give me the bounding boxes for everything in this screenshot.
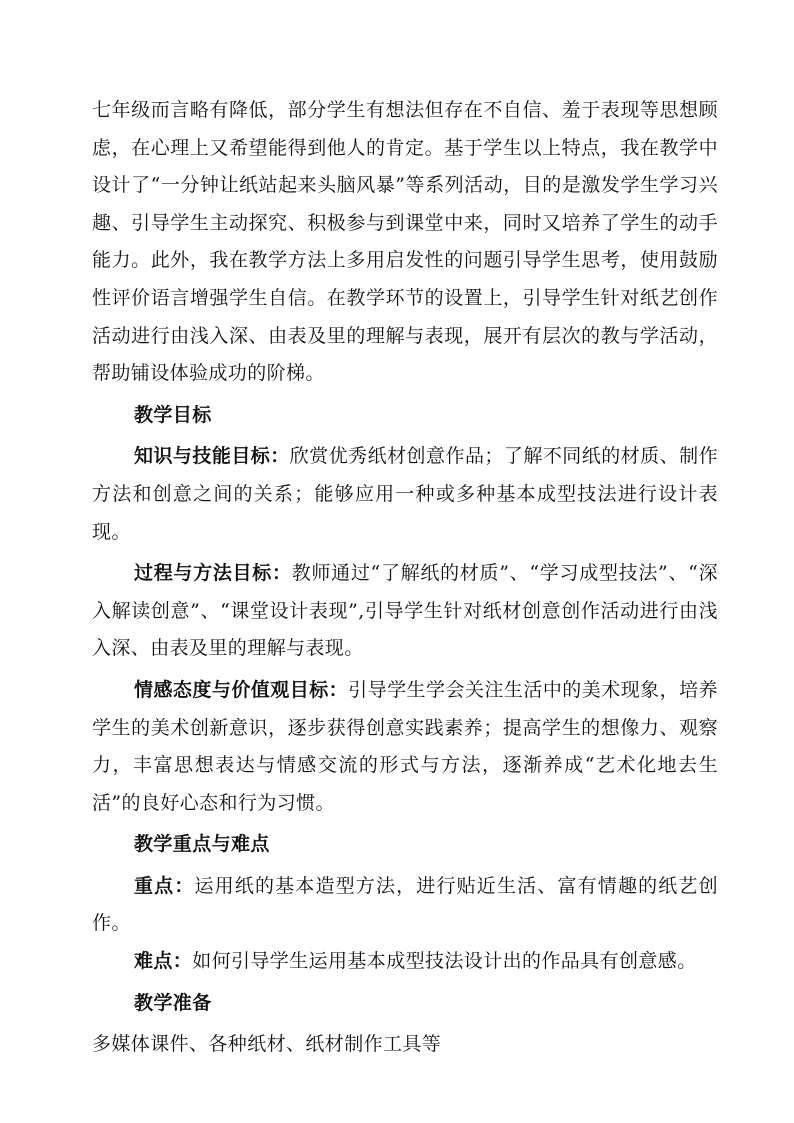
- emotion-objective-text: 引导学生学会关注生活中的美术现象，培养学生的美术创新意识，逐步获得创意实践素养；提高学生的想像力、观察力，丰富思想表达与情感交流的形式与方法，逐渐养成“艺术化地去生活”的良好心态和行为习惯。: [92, 678, 718, 814]
- focus-point: [92, 868, 718, 943]
- key-points-heading: 教学重点与难点: [134, 833, 270, 856]
- objectives-heading: 教学目标: [134, 403, 212, 426]
- preparation-heading: 教学准备: [134, 991, 212, 1014]
- preparation-text: 多媒体课件、各种纸材、纸材制作工具等: [92, 1033, 442, 1056]
- knowledge-objective-label: 知识与技能目标：: [134, 445, 290, 468]
- focus-point-label: 重点：: [134, 874, 195, 897]
- document-body: [92, 92, 718, 1064]
- emotion-objective: [92, 672, 718, 822]
- focus-point-text: 运用纸的基本造型方法，进行贴近生活、富有情趣的纸艺创作。: [92, 874, 719, 935]
- difficulty-point-label: 难点：: [134, 950, 193, 973]
- knowledge-objective-text: 欣赏优秀纸材创意作品；了解不同纸的材质、制作方法和创意之间的关系；能够应用一种或多种基本成型技法进行设计表现。: [92, 445, 718, 543]
- process-objective-text: 教师通过“了解纸的材质”、“学习成型技法”、“深入解读创意”、“课堂设计表现”,引导学生针对纸材创意创作活动进行由浅入深、由表及里的理解与表现。: [92, 562, 718, 660]
- knowledge-objective: [92, 438, 718, 551]
- intro-paragraph: 七年级而言略有降低，部分学生有想法但存在不自信、羞于表现等思想顾虑，在心理上又希望能得到他人的肯定。基于学生以上特点，我在教学中设计了“一分钟让纸站起来头脑风暴”等系列活动，目的是激发学生学习兴趣、引导学生主动探究、积极参与到课堂中来，同时又培养了学生的动手能力。此外，我在教学方法上多用启发性的问题引导学生思考，使用鼓励性评价语言增强学生自信。在教学环节的设置上，引导学生针对纸艺创作活动进行由浅入深、由表及里的理解与表现，展开有层次的教与学活动，帮助铺设体验成功的阶梯。: [92, 99, 718, 385]
- difficulty-point: [92, 943, 718, 981]
- process-objective-label: 过程与方法目标：: [134, 562, 292, 585]
- emotion-objective-label: 情感态度与价值观目标：: [134, 678, 349, 701]
- process-objective: [92, 555, 718, 668]
- difficulty-point-text: 如何引导学生运用基本成型技法设计出的作品具有创意感。: [192, 950, 697, 973]
